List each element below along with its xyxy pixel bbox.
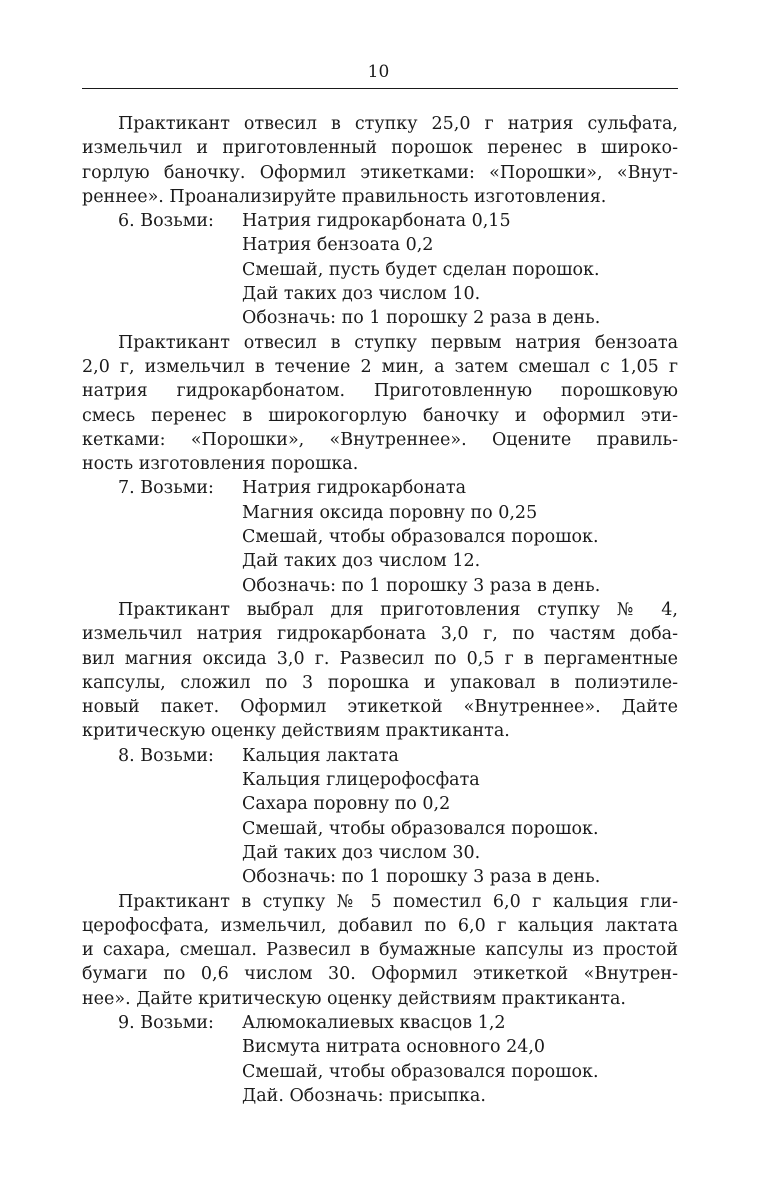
paragraph-line: Практикант отвесил в ступку 25,0 г натрия сульфата, — [118, 114, 678, 134]
paragraph-line: Практикант выбрал для приготовления ступку № 4, — [118, 599, 678, 620]
recipe-row — [82, 1060, 678, 1084]
page-content — [82, 112, 678, 1108]
paragraph — [82, 598, 678, 744]
recipe-row — [82, 1084, 678, 1108]
paragraph-line: ность изготовления порошка. — [82, 454, 359, 475]
recipe-row — [82, 792, 678, 816]
recipe-line: Висмута нитрата основного 24,0 — [242, 1037, 546, 1058]
recipe-label: 6. Возьми: — [118, 211, 214, 232]
paragraph — [82, 112, 678, 209]
recipe-row — [82, 525, 678, 549]
recipe-row — [82, 865, 678, 889]
recipe-line: Смешай, пусть будет сделан порошок. — [242, 259, 600, 280]
recipe-line: Кальция лактата — [242, 745, 399, 766]
recipe-line: Дай. Обозначь: присыпка. — [242, 1085, 486, 1106]
recipe-line: Обозначь: по 1 порошку 3 раза в день. — [242, 575, 601, 596]
recipe-line: Натрия гидрокарбоната 0,15 — [242, 211, 511, 232]
paragraph-line: натрия гидрокарбонатом. Приготовленную порошковую — [82, 381, 678, 402]
recipe-line: Обозначь: по 1 порошку 3 раза в день. — [242, 867, 601, 888]
recipe-line: Кальция глицерофосфата — [242, 770, 480, 791]
paragraph-line: Практикант в ступку № 5 поместил 6,0 г кальция гли- — [118, 891, 678, 912]
recipe-line: Дай таких доз числом 30. — [242, 842, 481, 863]
recipe-row — [82, 282, 678, 306]
paragraph-line: измельчил натрия гидрокарбоната 3,0 г, по частям доба- — [82, 624, 678, 645]
recipe-line: Обозначь: по 1 порошку 2 раза в день. — [242, 308, 601, 329]
paragraph-line: бумаги по 0,6 числом 30. Оформил этикеткой «Внутрен- — [82, 964, 678, 985]
recipe-line: Дай таких доз числом 12. — [242, 551, 481, 572]
recipe-line: Натрия гидрокарбоната — [242, 478, 467, 499]
paragraph-line: церофосфата, измельчил, добавил по 6,0 г кальция лактата — [82, 915, 678, 936]
recipe-row — [82, 744, 678, 768]
paragraph-line: капсулы, сложил по 3 порошка и упаковал в полиэтиле- — [82, 672, 678, 693]
paragraph-line: 2,0 г, измельчил в течение 2 мин, а затем смешал с 1,05 г — [82, 356, 678, 377]
recipe-row — [82, 549, 678, 573]
paragraph-line: реннее». Проанализируйте правильность изготовления. — [82, 186, 607, 207]
recipe-row — [82, 1035, 678, 1059]
paragraph-line: новый пакет. Оформил этикеткой «Внутреннее». Дайте — [82, 697, 678, 718]
paragraph-line: и сахара, смешал. Развесил в бумажные капсулы из простой — [82, 940, 678, 961]
recipe-row — [82, 306, 678, 330]
paragraph-line: критическую оценку действиям практиканта. — [82, 721, 510, 742]
header-rule — [82, 88, 678, 89]
recipe-line: Дай таких доз числом 10. — [242, 284, 481, 305]
recipe-row — [82, 574, 678, 598]
paragraph-line: смесь перенес в широкогорлую баночку и оформил эти- — [82, 405, 678, 426]
paragraph-line: кетками: «Порошки», «Внутреннее». Оцените правиль- — [82, 429, 678, 450]
recipe-row — [82, 841, 678, 865]
paragraph-line: вил магния оксида 3,0 г. Развесил по 0,5 г в пергаментные — [82, 648, 678, 669]
recipe-label: 9. Возьми: — [118, 1012, 214, 1033]
recipe-line: Алюмокалиевых квасцов 1,2 — [242, 1012, 506, 1033]
recipe-row — [82, 258, 678, 282]
recipe-line: Смешай, чтобы образовался порошок. — [242, 818, 599, 839]
recipe-block — [82, 209, 678, 330]
recipe-row — [82, 768, 678, 792]
recipe-row — [82, 501, 678, 525]
paragraph — [82, 331, 678, 477]
paragraph-line: нее». Дайте критическую оценку действиям практиканта. — [82, 988, 626, 1009]
recipe-line: Сахара поровну по 0,2 — [242, 794, 451, 815]
recipe-row — [82, 209, 678, 233]
recipe-row — [82, 817, 678, 841]
recipe-line: Натрия бензоата 0,2 — [242, 235, 434, 256]
paragraph-line: горлую баночку. Оформил этикетками: «Порошки», «Внут- — [82, 162, 678, 183]
recipe-block — [82, 744, 678, 890]
recipe-row — [82, 476, 678, 500]
recipe-row — [82, 233, 678, 257]
paragraph — [82, 890, 678, 1011]
recipe-block — [82, 476, 678, 597]
recipe-block — [82, 1011, 678, 1108]
recipe-row — [82, 1011, 678, 1035]
recipe-label: 8. Возьми: — [118, 745, 214, 766]
recipe-line: Смешай, чтобы образовался порошок. — [242, 527, 599, 548]
paragraph-line: измельчил и приготовленный порошок перенес в широко- — [82, 138, 678, 159]
recipe-line: Магния оксида поровну по 0,25 — [242, 502, 538, 523]
recipe-label: 7. Возьми: — [118, 478, 214, 499]
recipe-line: Смешай, чтобы образовался порошок. — [242, 1061, 599, 1082]
paragraph-line: Практикант отвесил в ступку первым натрия бензоата — [118, 332, 678, 353]
page-number: 10 — [367, 62, 390, 82]
